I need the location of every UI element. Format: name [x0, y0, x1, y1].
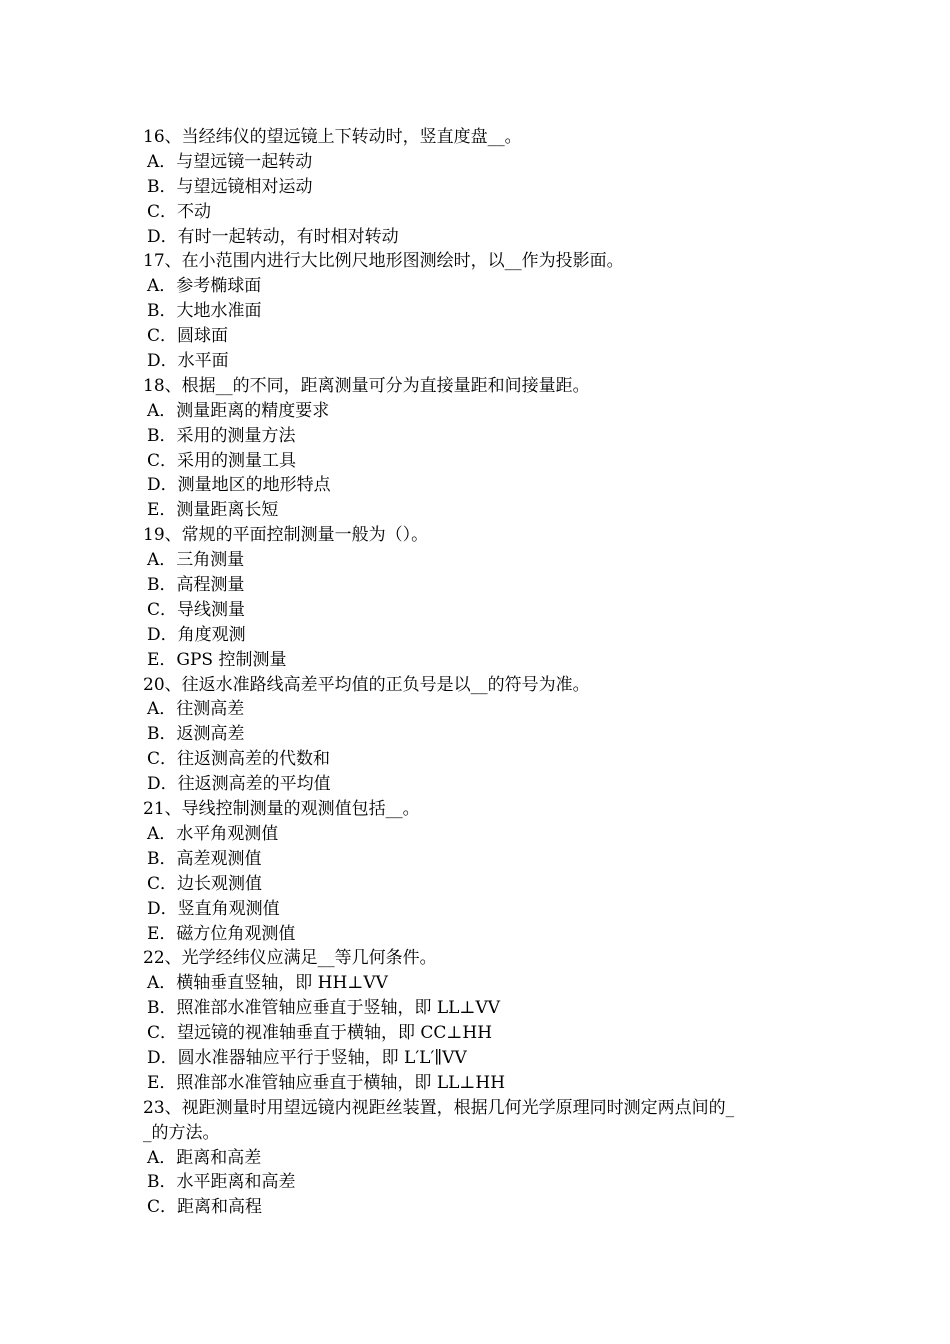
question-stem: 23、视距测量时用望远镜内视距丝装置，根据几何光学原理同时测定两点间的_ [143, 1097, 735, 1118]
question-option: A．往测高差 [147, 699, 245, 720]
question-stem: _的方法。 [143, 1122, 220, 1143]
question-block [143, 797, 823, 946]
question-option: A．测量距离的精度要求 [147, 400, 330, 421]
question-option: B．照准部水准管轴应垂直于竖轴，即 LL⊥VV [147, 998, 501, 1019]
question-option: C．不动 [147, 201, 212, 222]
question-stem: 21、导线控制测量的观测值包括__。 [143, 799, 420, 820]
question-stem: 18、根据__的不同，距离测量可分为直接量距和间接量距。 [143, 375, 590, 396]
document-body [143, 125, 823, 1220]
question-option: E．测量距离长短 [147, 500, 279, 521]
question-option: A．三角测量 [147, 550, 245, 571]
question-option: B．与望远镜相对运动 [147, 176, 313, 197]
question-option: A．横轴垂直竖轴，即 HH⊥VV [147, 973, 388, 994]
question-block [143, 523, 823, 672]
question-option: D．圆水准器轴应平行于竖轴，即 L′L′∥VV [147, 1047, 467, 1068]
question-option: B．返测高差 [147, 724, 245, 745]
question-option: A．距离和高差 [147, 1147, 262, 1168]
question-option: D．角度观测 [147, 624, 246, 645]
question-stem: 19、常规的平面控制测量一般为（）。 [143, 525, 429, 546]
question-stem: 22、光学经纬仪应满足__等几何条件。 [143, 948, 437, 969]
question-option: B．采用的测量方法 [147, 425, 296, 446]
question-option: C．采用的测量工具 [147, 450, 297, 471]
question-option: E．GPS 控制测量 [147, 649, 287, 670]
question-block [143, 673, 823, 797]
question-block [143, 249, 823, 373]
question-option: C．圆球面 [147, 326, 229, 347]
question-option: C．导线测量 [147, 599, 246, 620]
question-option: C．距离和高程 [147, 1197, 263, 1218]
question-option: D．水平面 [147, 351, 229, 372]
question-stem: 20、往返水准路线高差平均值的正负号是以__的符号为准。 [143, 674, 590, 695]
question-option: D．测量地区的地形特点 [147, 475, 331, 496]
question-option: C．望远镜的视准轴垂直于横轴，即 CC⊥HH [147, 1023, 493, 1044]
question-option: D．有时一起转动，有时相对转动 [147, 226, 399, 247]
question-option: A．与望远镜一起转动 [147, 151, 313, 172]
question-option: E．照准部水准管轴应垂直于横轴，即 LL⊥HH [147, 1072, 506, 1093]
question-option: C．往返测高差的代数和 [147, 749, 331, 770]
question-option: B．水平距离和高差 [147, 1172, 296, 1193]
question-option: A．水平角观测值 [147, 823, 279, 844]
question-option: E．磁方位角观测值 [147, 923, 296, 944]
question-option: D．往返测高差的平均值 [147, 774, 331, 795]
question-block [143, 946, 823, 1095]
question-option: D．竖直角观测值 [147, 898, 280, 919]
question-option: A．参考椭球面 [147, 276, 262, 297]
question-block [143, 374, 823, 523]
question-stem: 17、在小范围内进行大比例尺地形图测绘时，以__作为投影面。 [143, 251, 624, 272]
question-block [143, 125, 823, 249]
question-option: B．高程测量 [147, 575, 245, 596]
question-block [143, 1096, 823, 1220]
question-stem: 16、当经纬仪的望远镜上下转动时，竖直度盘__。 [143, 127, 522, 147]
question-option: C．边长观测值 [147, 873, 263, 894]
question-option: B．高差观测值 [147, 848, 262, 869]
question-option: B．大地水准面 [147, 301, 262, 322]
